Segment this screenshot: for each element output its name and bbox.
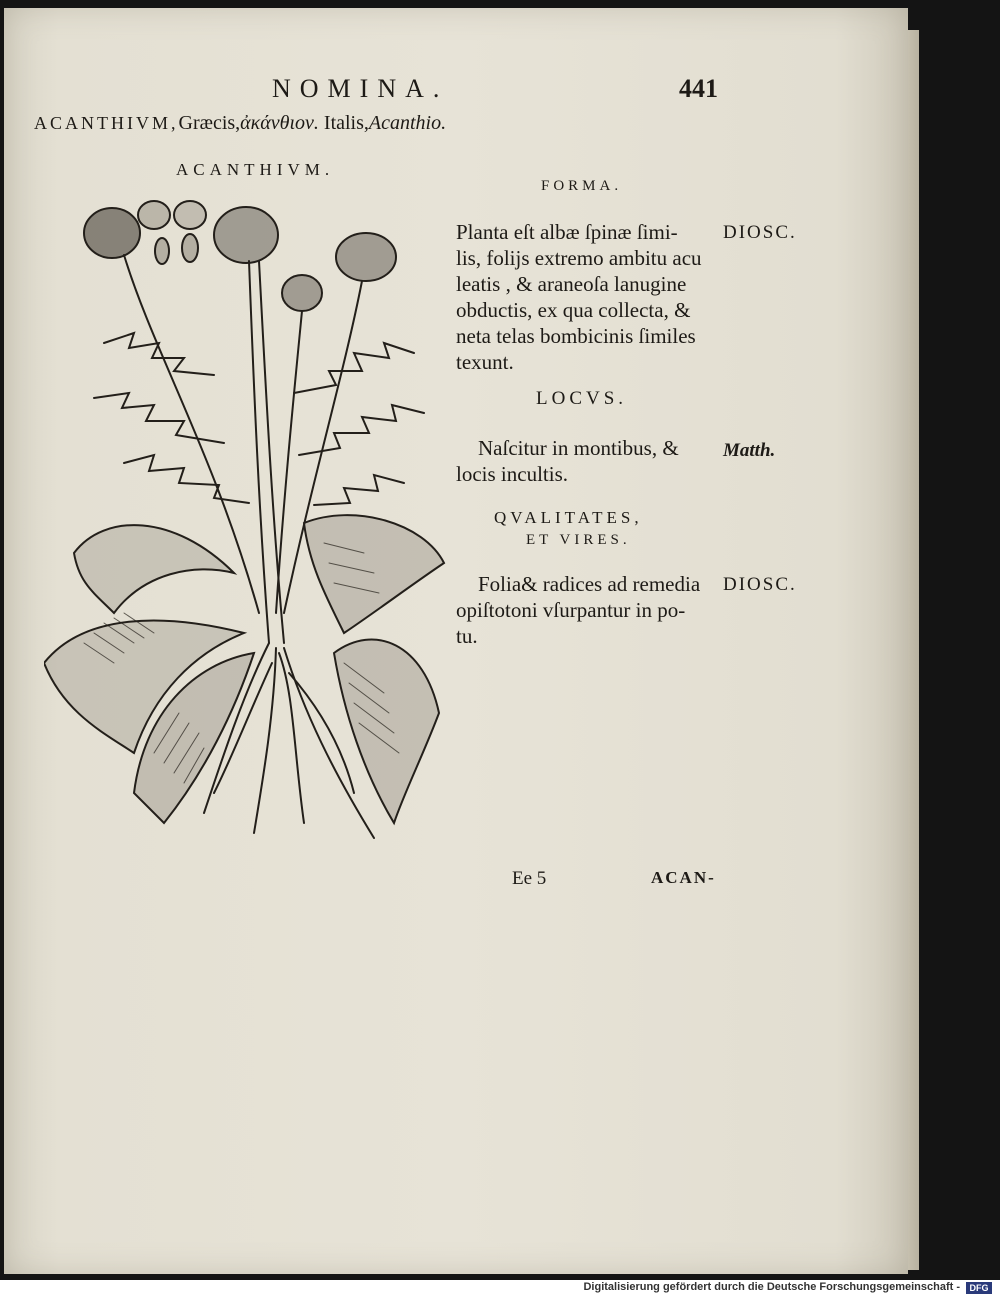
forma-line: texunt. [456, 350, 514, 374]
nomina-line [34, 112, 446, 135]
margin-note-dioscorides: DIOSC. [723, 222, 797, 243]
signature-mark: Ee 5 [512, 868, 547, 889]
heading-locus: LOCVS. [536, 388, 628, 409]
figure-caption: ACANTHIVM. [176, 160, 335, 179]
forma-line: obductis, ex qua collecta, & [456, 298, 691, 322]
forma-line: Planta eſt albæ ſpinæ ſimi- [456, 220, 678, 244]
book-page [4, 8, 908, 1274]
running-head: NOMINA. [272, 74, 449, 103]
margin-note-dioscorides: DIOSC. [723, 574, 797, 595]
qualitates-line: opiſtotoni vſurpantur in po- [456, 598, 686, 622]
locus-line: locis incultis. [456, 462, 568, 486]
qualitates-line: Folia& radices ad remedia [478, 572, 701, 596]
credit-text: Digitalisierung gefördert durch die Deutsche Forschungsgemeinschaft - [583, 1281, 960, 1293]
dfg-logo: DFG [966, 1282, 992, 1294]
greek-name: ἀκάνθιον. [240, 112, 319, 134]
locus-line: Naſcitur in montibus, & [478, 436, 679, 460]
italian-name: Acanthio. [368, 112, 447, 134]
graecis-label: Græcis, [178, 112, 241, 134]
margin-note-matthiolus: Matth. [723, 440, 776, 461]
forma-line: lis, folijs extremo ambitu acu [456, 246, 702, 270]
catchword: ACAN- [651, 868, 716, 887]
heading-et-vires: ET VIRES. [526, 532, 631, 548]
plant-name: ACANTHIVM, [34, 113, 179, 133]
forma-line: leatis , & araneoſa lanugine [456, 272, 687, 296]
heading-forma: FORMA. [541, 178, 623, 194]
flower-heads [84, 201, 396, 311]
page-number: 441 [679, 74, 718, 103]
heading-qualitates: QVALITATES, [494, 508, 643, 527]
italis-label: Italis, [323, 112, 369, 134]
forma-line: neta telas bombicinis ſimiles [456, 324, 696, 348]
woodcut-plant-illustration [44, 193, 454, 843]
qualitates-line: tu. [456, 624, 478, 648]
digitization-credit-bar [0, 1280, 1000, 1297]
